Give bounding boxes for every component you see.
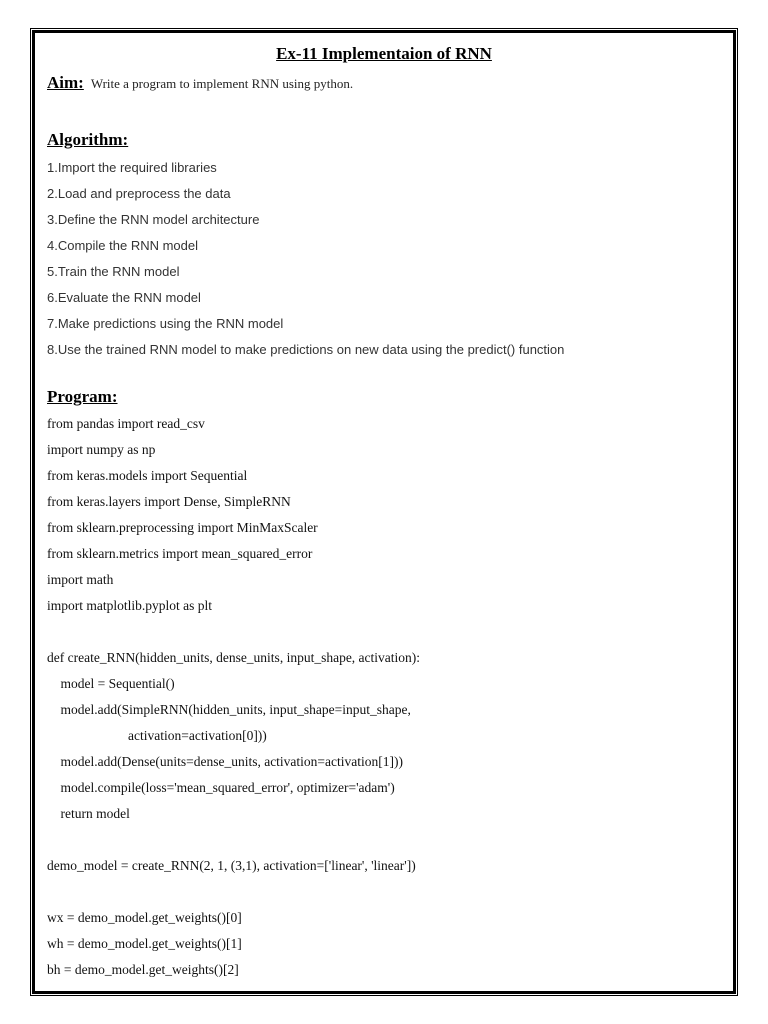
code-line: def create_RNN(hidden_units, dense_units, input_shape, activation): bbox=[47, 650, 421, 665]
algorithm-step: 2.Load and preprocess the data bbox=[47, 186, 231, 201]
code-line: model.add(Dense(units=dense_units, activation=activation[1])) bbox=[47, 754, 404, 769]
algorithm-heading: Algorithm: bbox=[47, 130, 129, 149]
algorithm-step: 1.Import the required libraries bbox=[47, 160, 217, 175]
document-title: Ex-11 Implementaion of RNN bbox=[276, 44, 492, 63]
code-line: model.add(SimpleRNN(hidden_units, input_shape=input_shape, bbox=[47, 702, 411, 717]
code-line: from sklearn.metrics import mean_squared_error bbox=[47, 546, 313, 561]
code-line: from keras.models import Sequential bbox=[47, 468, 248, 483]
code-line: model.compile(loss='mean_squared_error', optimizer='adam') bbox=[47, 780, 395, 795]
code-line: return model bbox=[47, 806, 130, 821]
algorithm-step: 6.Evaluate the RNN model bbox=[47, 290, 201, 305]
code-line: wx = demo_model.get_weights()[0] bbox=[47, 910, 242, 925]
code-line: bh = demo_model.get_weights()[2] bbox=[47, 962, 239, 977]
algorithm-step: 8.Use the trained RNN model to make predictions on new data using the predict() function bbox=[47, 342, 565, 357]
aim-section bbox=[47, 73, 353, 93]
code-line: activation=activation[0])) bbox=[47, 728, 267, 743]
code-line: from pandas import read_csv bbox=[47, 416, 205, 431]
code-line: import math bbox=[47, 572, 114, 587]
code-line: demo_model = create_RNN(2, 1, (3,1), activation=['linear', 'linear']) bbox=[47, 858, 416, 873]
algorithm-step: 5.Train the RNN model bbox=[47, 264, 180, 279]
algorithm-step: 4.Compile the RNN model bbox=[47, 238, 199, 253]
code-line: model = Sequential() bbox=[47, 676, 175, 691]
program-heading: Program: bbox=[47, 387, 118, 406]
code-line: import matplotlib.pyplot as plt bbox=[47, 598, 212, 613]
code-line: from sklearn.preprocessing import MinMaxScaler bbox=[47, 520, 318, 535]
aim-label: Aim: bbox=[47, 73, 84, 92]
code-line: from keras.layers import Dense, SimpleRNN bbox=[47, 494, 291, 509]
algorithm-step: 7.Make predictions using the RNN model bbox=[47, 316, 284, 331]
code-line: wh = demo_model.get_weights()[1] bbox=[47, 936, 242, 951]
algorithm-step: 3.Define the RNN model architecture bbox=[47, 212, 260, 227]
code-line: import numpy as np bbox=[47, 442, 156, 457]
aim-text: Write a program to implement RNN using python. bbox=[90, 76, 354, 91]
